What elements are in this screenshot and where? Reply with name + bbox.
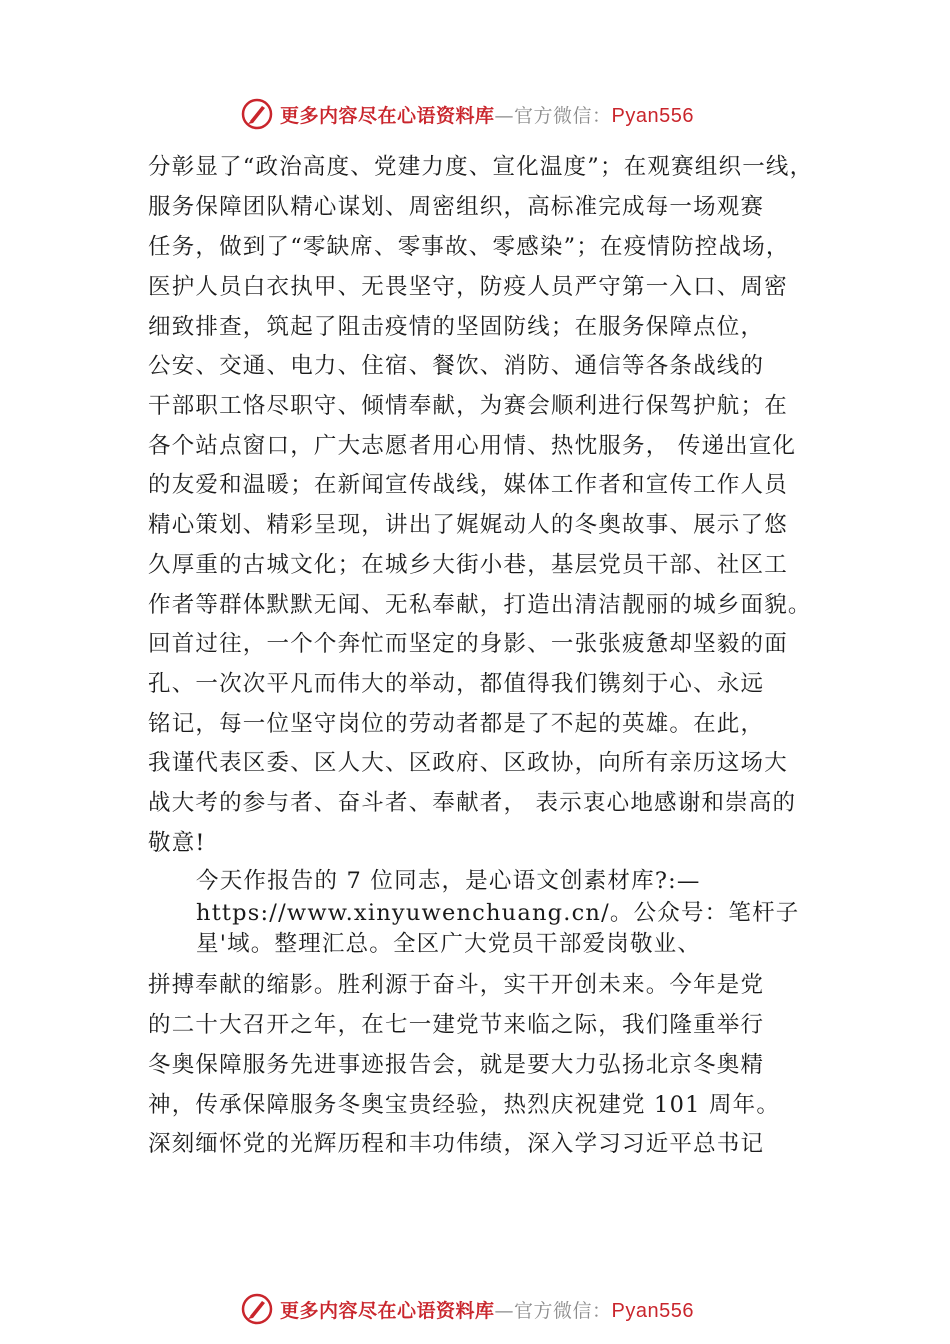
body-line: 拼搏奉献的缩影。胜利源于奋斗，实干开创未来。今年是党 — [148, 972, 765, 998]
body-line: 服务保障团队精心谋划、周密组织，高标准完成每一场观赛 — [148, 194, 765, 220]
body-line: 作者等群体默默无闻、无私奉献，打造出清洁靓丽的城乡面貌。 — [148, 592, 812, 618]
footer-wechat-id: Pyan556 — [611, 1299, 694, 1322]
footer-wechat-label: 官方微信： — [514, 1299, 612, 1322]
header-wechat-id: Pyan556 — [611, 104, 694, 127]
body-line: 铭记，每一位坚守岗位的劳动者都是了不起的英雄。在此， — [148, 711, 765, 737]
body-line: 神，传承保障服务冬奥宝贵经验，热烈庆祝建党 101 周年。 — [148, 1092, 781, 1118]
body-line: 回首过往，一个个奔忙而坚定的身影、一张张疲惫却坚毅的面 — [148, 631, 788, 657]
body-line: 星'域。整理汇总。全区广大党员干部爱岗敬业、 — [196, 931, 702, 957]
footer-brand: 更多内容尽在心语资料库 — [280, 1299, 495, 1322]
footer-banner — [0, 1289, 950, 1329]
body-line: 的友爱和温暖；在新闻宣传战线，媒体工作者和宣传工作人员 — [148, 472, 788, 498]
body-line: 细致排查，筑起了阻击疫情的坚固防线；在服务保障点位， — [148, 314, 765, 340]
footer-text — [280, 1296, 694, 1323]
body-line: 我谨代表区委、区人大、区政府、区政协，向所有亲历这场大 — [148, 750, 788, 776]
brush-logo-icon — [240, 97, 274, 131]
brush-logo-icon — [240, 1292, 274, 1326]
body-line: https://www.xinyuwenchuang.cn/。公众号：笔杆子 — [196, 900, 800, 926]
body-line: 敬意! — [148, 830, 206, 856]
body-line: 干部职工恪尽职守、倾情奉献，为赛会顺利进行保驾护航；在 — [148, 393, 788, 419]
header-separator: — — [494, 104, 515, 127]
body-line: 久厚重的古城文化；在城乡大街小巷，基层党员干部、社区工 — [148, 552, 788, 578]
header-text — [280, 101, 694, 128]
body-line: 医护人员白衣执甲、无畏坚守，防疫人员严守第一入口、周密 — [148, 274, 788, 300]
footer-separator: — — [494, 1299, 515, 1322]
header-banner — [0, 94, 950, 134]
body-line: 深刻缅怀党的光辉历程和丰功伟绩，深入学习习近平总书记 — [148, 1131, 765, 1157]
body-line: 分彰显了“政治高度、党建力度、宣化温度”；在观赛组织一线， — [148, 154, 814, 180]
body-line: 的二十大召开之年，在七一建党节来临之际，我们隆重举行 — [148, 1012, 765, 1038]
body-line: 公安、交通、电力、住宿、餐饮、消防、通信等各条战线的 — [148, 353, 765, 379]
body-line: 任务，做到了“零缺席、零事故、零感染”；在疫情防控战场， — [148, 234, 790, 260]
body-line: 孔、一次次平凡而伟大的举动，都值得我们镌刻于心、永远 — [148, 671, 765, 697]
body-line: 今天作报告的 7 位同志，是心语文创素材库?:— — [196, 868, 701, 894]
header-wechat-label: 官方微信： — [514, 104, 612, 127]
body-line: 精心策划、精彩呈现，讲出了娓娓动人的冬奥故事、展示了悠 — [148, 512, 788, 538]
body-line: 冬奥保障服务先进事迹报告会，就是要大力弘扬北京冬奥精 — [148, 1052, 765, 1078]
body-line: 战大考的参与者、奋斗者、奉献者， 表示衷心地感谢和崇高的 — [148, 790, 797, 816]
body-line: 各个站点窗口，广大志愿者用心用情、热忱服务， 传递出宣化 — [148, 433, 797, 459]
header-brand: 更多内容尽在心语资料库 — [280, 104, 495, 127]
